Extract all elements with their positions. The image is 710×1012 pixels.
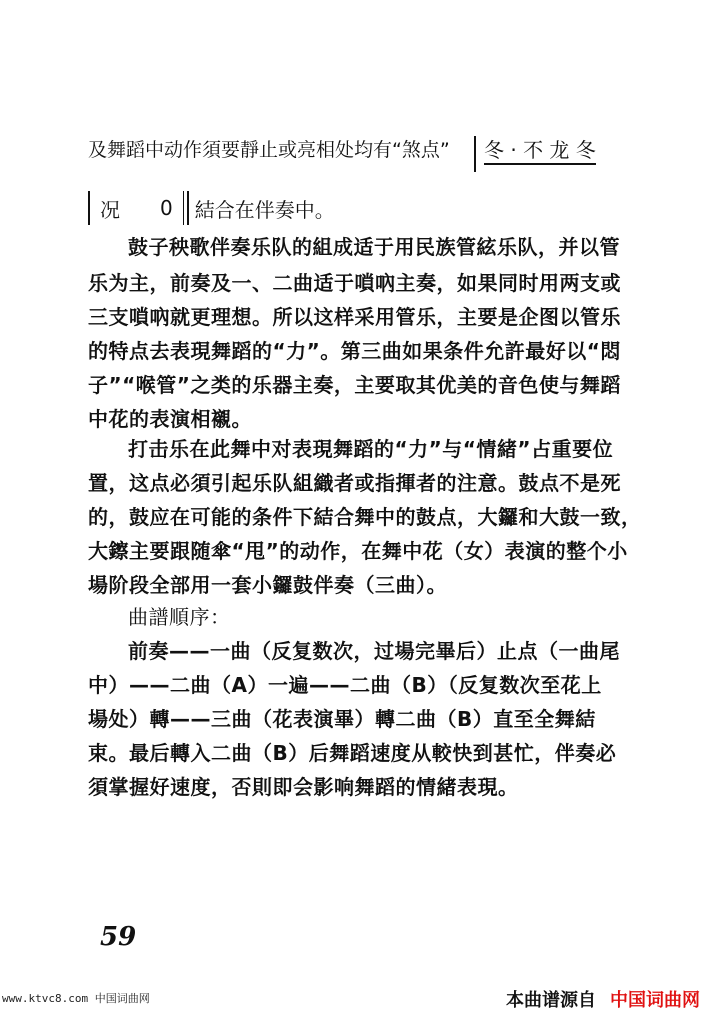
footer-brand-link[interactable]: 中国词曲网 <box>610 990 700 1011</box>
double-barline <box>183 191 189 225</box>
paragraph-1-line-1: 鼓子秧歌伴奏乐队的組成适于用民族管絃乐队，并以管 <box>128 235 620 259</box>
paragraph-4-line-4: 束。最后轉入二曲（B）后舞蹈速度从較快到甚忙，伴奏必 <box>88 741 617 765</box>
paragraph-4-line-1: 前奏——一曲（反复数次，过場完畢后）止点（一曲尾 <box>128 639 620 663</box>
row-prefix: 况 <box>100 197 120 222</box>
paragraph-2-line-3: 的，鼓应在可能的条件下結合舞中的鼓点，大鑼和大鼓一致， <box>88 505 642 529</box>
paragraph-4-line-3: 場处）轉——三曲（花表演畢）轉二曲（B）直至全舞結 <box>88 707 596 731</box>
paragraph-1-line-5: 子”“喉管”之类的乐器主奏，主要取其优美的音色使与舞蹈 <box>88 373 621 397</box>
footer-watermark: www.ktvc8.com 中国词曲网 <box>2 992 150 1005</box>
paragraph-2-line-2: 置，这点必須引起乐队組織者或指揮者的注意。鼓点不是死 <box>88 471 621 495</box>
paragraph-1-line-6: 中花的表演相襯。 <box>88 407 252 431</box>
footer-source <box>506 986 700 1012</box>
barline-left <box>88 191 90 225</box>
continuation-text: 及舞蹈中动作須要靜止或亮相处均有“煞点” <box>88 139 450 161</box>
paragraph-2-line-1: 打击乐在此舞中对表現舞蹈的“力”与“情緒”占重要位 <box>128 437 614 461</box>
paragraph-1-line-2: 乐为主，前奏及一、二曲适于嗩吶主奏，如果同时用两支或 <box>88 271 621 295</box>
page-number: 59 <box>100 922 137 952</box>
paragraph-2-line-4: 大鑔主要跟随傘“甩”的动作，在舞中花（女）表演的整个小 <box>88 539 628 563</box>
rest-zero: 0 <box>160 196 173 220</box>
music-notation <box>474 136 596 172</box>
sequence-heading: 曲譜順序： <box>128 605 231 629</box>
paragraph-2-line-5: 場阶段全部用一套小鑼鼓伴奏（三曲）。 <box>88 573 447 597</box>
paragraph-4-line-5: 須掌握好速度，否則即会影响舞蹈的情緒表現。 <box>88 775 519 799</box>
notation-text: 冬 · 不 龙 冬 <box>484 138 596 165</box>
row-suffix: 結合在伴奏中。 <box>194 197 335 222</box>
paragraph-4-line-2: 中）——二曲（A）一遍——二曲（B）（反复数次至花上 <box>88 673 602 697</box>
footer-source-label: 本曲谱源自 <box>506 990 596 1011</box>
paragraph-1-line-4: 的特点去表現舞蹈的“力”。第三曲如果条件允許最好以“悶 <box>88 339 621 363</box>
notation-row <box>88 190 335 226</box>
paragraph-1-line-3: 三支嗩吶就更理想。所以这样采用管乐，主要是企图以管乐 <box>88 305 621 329</box>
